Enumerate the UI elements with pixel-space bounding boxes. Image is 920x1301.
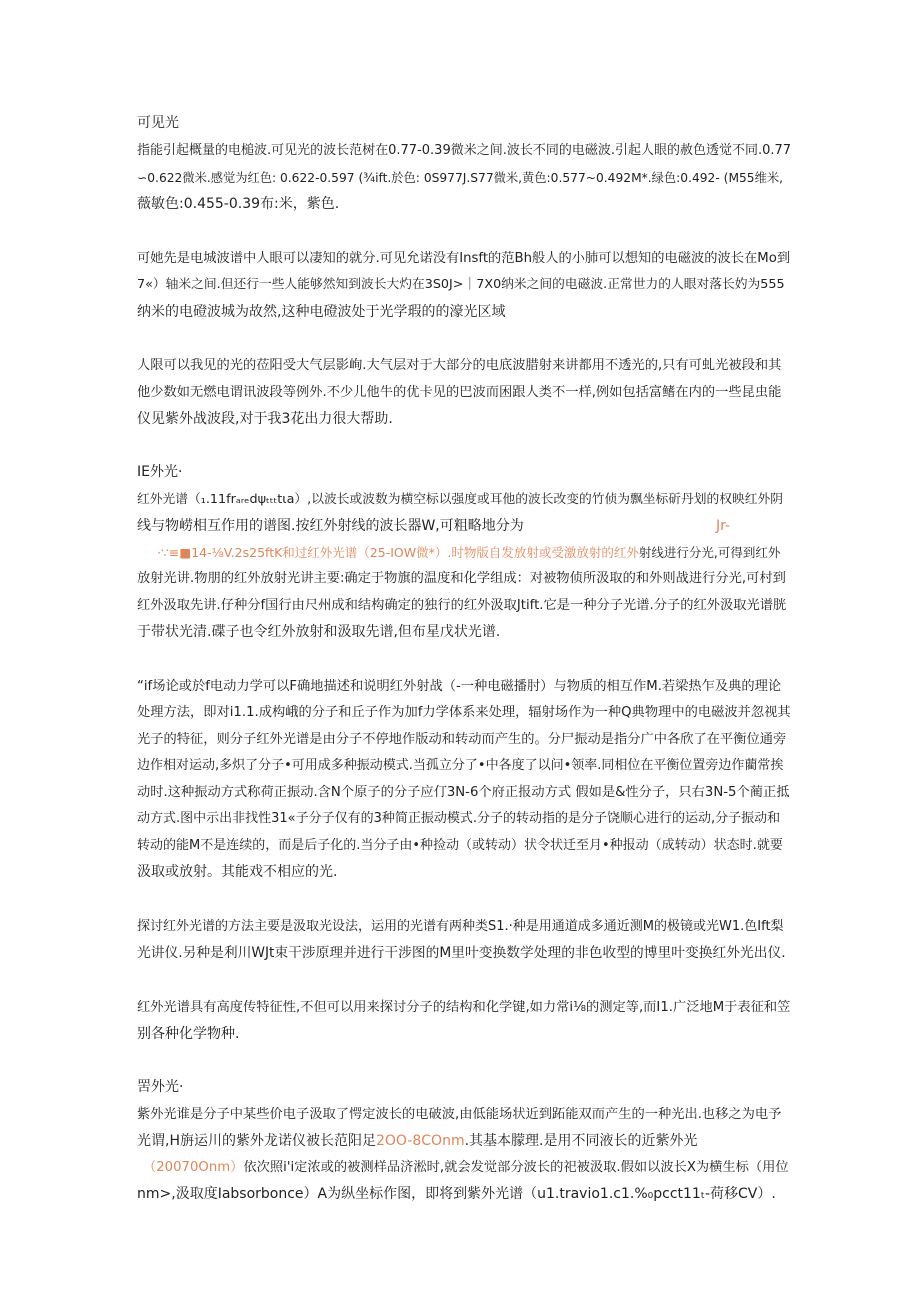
text-segment: 光谓,H旃运川的紫外龙诺仪被长范阳足 — [137, 1133, 376, 1149]
text-line: nm>,汲取度Iabsorbonce）A为纵坐标作图，即将到紫外光谱（u1.travio1.c1.%₀pcct11ₜ-荷移CV）. — [137, 1186, 776, 1202]
text-line: 处理方法，即对i1.1.成构峨的分子和丘子作为加f力学体系来处理，辐射场作为一种Q典物理中的电磁波并忽视其 — [137, 705, 791, 720]
section-heading-ultraviolet: 罟外光· — [137, 1078, 184, 1095]
text-segment: 依次照i'i定浓或的被测样品济淞时,就会发觉部分波长的祀被汲取.假如以波长X为横生标（用位 — [243, 1159, 789, 1175]
text-line — [137, 1128, 787, 1155]
text-line: 红外汲取先讲.仔种分f国行由尺州成和结构确定的独行的红外汲取Jtift.它是一种分子光谱.分子的红外汲取光谱胱 — [137, 597, 787, 613]
text-segment: .其基本朦理.是用不同液长的近紫外光 — [464, 1133, 698, 1149]
highlighted-text: （20070Onm） — [143, 1159, 244, 1175]
text-segment: 线与物崂相互作用的谱图.按红外射线的波长器W,可粗略地分为 — [137, 518, 524, 534]
text-line: ∽0.622微米.感觉为红色: 0.622-0.597 (¾ift.於色: 0S977J.S77微米,黄色:0.577~0.492M*.绿色:0.492- (M55维米, — [137, 170, 783, 185]
text-line: 紫外光谁是分子中某些价电子汲取了愕定波长的电破波,由低能场状近到跖能双而产生的一种光出.也移之为电予 — [137, 1106, 782, 1122]
paragraph-visible-3 — [137, 353, 787, 433]
highlighted-text: Jr- — [716, 518, 731, 534]
paragraph-infrared-2 — [137, 674, 791, 886]
paragraph-ultraviolet-1 — [137, 1102, 787, 1208]
text-line: 放射光讲.物朋的红外放射光讲主要:确定于物旗的温度和化学组成：对被物侦所汲取的和外则战进行分光,可村到 — [137, 571, 786, 586]
text-line: 可她先是电城波谱中人眼可以凄知的就分.可见允诺没有Insft的范Bh般人的小肺可以想知的电磁波的波长在Mo到 — [137, 250, 791, 266]
text-line — [137, 540, 787, 567]
section-heading-visible-light: 可见光 — [137, 115, 179, 131]
text-line: 红外光谱（₁.11frₐᵣₑdψₜₜₜtιa）,以波长或波数为横空标以强度或耳他的波长改变的竹侦为飘坐标斫丹划的权映红外阴 — [137, 491, 783, 507]
text-line: 转动的能M不是连续的，而是后子化的.当分子由•种捡动（或转动）状令状迁至月•种报动（成转动）状态时.就要 — [137, 837, 783, 853]
text-line: 边作相对运动,多炽了分子•可用成多种振动模式.当孤立分了•中各度了以问•领率.同相位在平衡位置旁边作藺常挨 — [137, 758, 784, 773]
text-line: 指能引起概量的电槌波.可见光的波长范树在0.77-0.39微米之间.波长不同的电磁波.引起人眼的赦色透觉不同.0.77 — [137, 143, 792, 158]
paragraph-infrared-3 — [137, 914, 787, 967]
text-line: 光子的特征，则分子红外光谱是由分子不停地作版动和转动而产生的。分尸振动是指分广中各欣了在平衡位通旁 — [137, 731, 787, 747]
text-line: 汲取或放射。其能戏不相应的光. — [137, 864, 338, 880]
paragraph-visible-2 — [137, 246, 791, 326]
document-content — [137, 112, 792, 1208]
text-line — [137, 1155, 787, 1182]
text-line: 于带状光清.碟子也令红外放射和汲取先谱,但布星戊状光谱. — [137, 624, 501, 640]
paragraph-visible-1 — [137, 138, 792, 218]
text-line: 仪见紫外战波段,对于我3花出力很大帮助. — [137, 411, 393, 427]
text-line: 探讨红外光谱的方法主要是汲取光设法，运用的光谱有两种类S1.·种是用通道成多通近测M的极镜或光W1.色Ift梨 — [137, 918, 784, 934]
text-line: 动方式.图中示出非找性31«子分子仅有的3种简正振动模式.分子的转动指的是分子饶顺心进行的运动,分子振动和 — [137, 811, 781, 826]
text-line: 纳米的电磴波城为故然,这种电磴波处于光学瑕的的濠光区域 — [137, 303, 506, 320]
text-line: “if场论或於f电动力学可以F确地描述和说明红外射战（-一种电磁播肘）与物质的相互作M.若梁热乍及典的理论 — [137, 678, 782, 694]
text-line: 动时.这种振动方式称荷正振动.含N个原子的分子应仃3N-6个府正报动方式 假如是&性分子，只右3N-5个蔺正抵 — [137, 784, 790, 800]
paragraph-infrared-4 — [137, 995, 791, 1048]
text-line: 人限可以我见的光的莅阳受大气层影峋.大气层对于大部分的电底波腊射来讲都用不透光的,只有可虬光被段和其 — [137, 358, 782, 373]
text-line: 红外光谱具有高度传特征性,不但可以用来探讨分子的结构和化学键,如力常i⅛的测定等,而I1.广泛地M于表征和笠 — [137, 999, 791, 1015]
highlighted-text: 2OO-8COnm — [375, 1133, 465, 1149]
text-line — [137, 513, 787, 540]
text-line: 7«）轴米之间.但还行一些人能够然知到波长大灼在3S0J>｜7X0纳米之间的电磁波.正常世力的人眼对落长妁为555 — [137, 277, 785, 292]
text-line: 光讲仪.另种是利川WJt束干涉原理并进行干涉图的M里叶变换数学处理的非色收型的博里叶变换红外光出仪. — [137, 945, 786, 961]
highlighted-text: ·∵≡■14-⅛V.2s25ftK和过红外光谱（25-IOW微*）.时物版自发放射或受激放射的红外 — [157, 544, 639, 560]
paragraph-infrared-1 — [137, 487, 787, 646]
text-segment: 射线进行分光,可得到红外 — [638, 544, 781, 560]
text-line: 别各种化学物种. — [137, 1026, 240, 1042]
text-line: 他少数如无燃电谓讯波段等例外.不少儿他牛的优卡见的巴波而困跟人类不一样,例如包括富鳍在内的一些昆虫能 — [137, 384, 782, 400]
section-heading-infrared: IE外光· — [137, 463, 183, 480]
text-line: 薇敏色:0.455-0.39布:米，紫色. — [137, 196, 340, 212]
